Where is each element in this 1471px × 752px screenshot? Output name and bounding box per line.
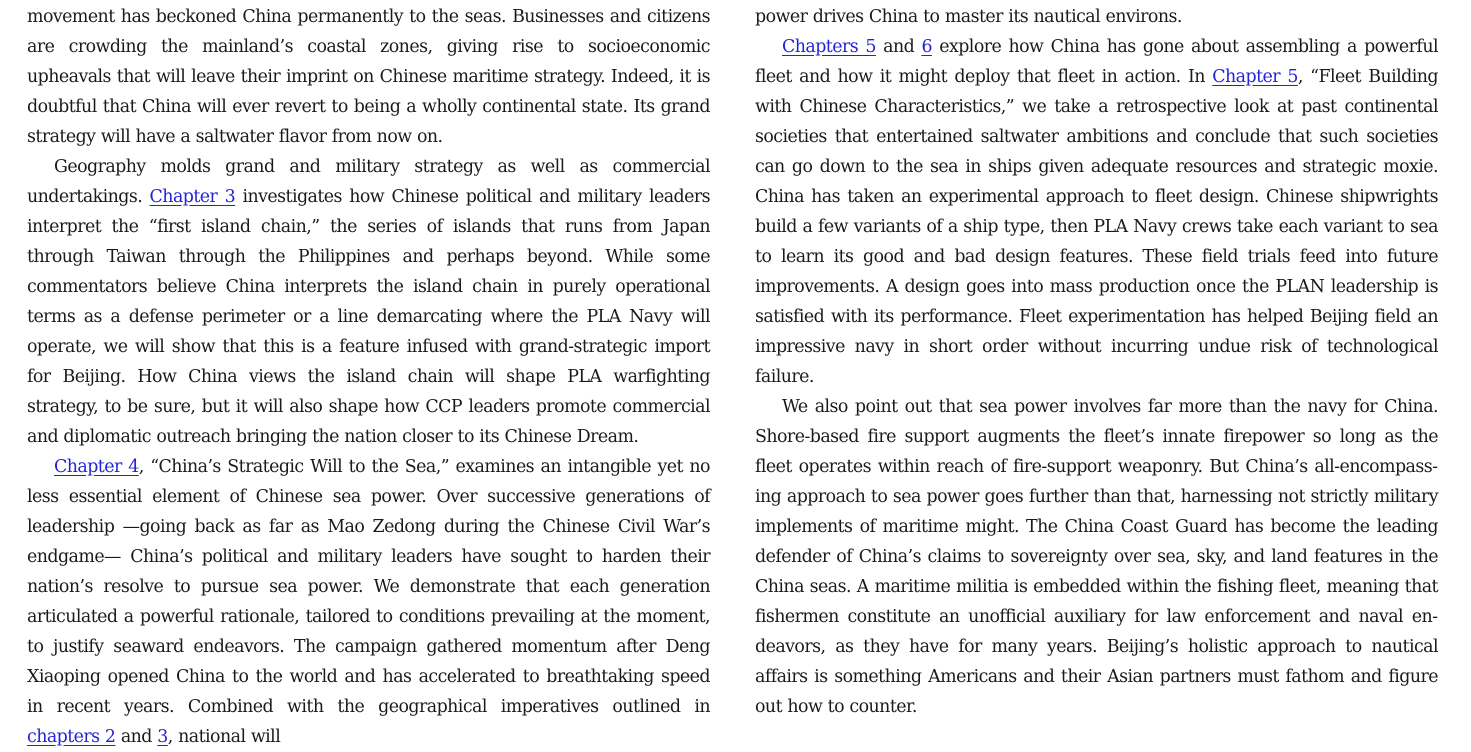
link-chapter-6[interactable]: 6 <box>921 37 932 57</box>
paragraph-fleet-building: Chapters 5 and 6 explore how China has gone about assembling a powerful fleet and how it might deploy that fleet in action. In Chapter 5, “Fleet Building with Chinese Characteristics,” we take a retrospective look at past continental societies that entertained saltwater ambitions and conclude that such societies can go down to the sea in ships given adequate resources and strategic moxie. China has taken an experimental approach to fleet design. Chinese shipwrights build a few variants of a ship type, then PLA Navy crews take each variant to sea to learn its good and bad design features. These field trials feed into future improvements. A design goes into mass production once the PLAN leadership is satisfied with its performance. Fleet experimentation has helped Beijing field an impressive navy in short order without incurring undue risk of technological failure. <box>755 37 1438 387</box>
right-column <box>755 2 1438 752</box>
paragraph-strategic-will: Chapter 4, “China’s Strategic Will to the Sea,” examines an intangible yet no less essential element of Chinese sea power. Over successive generations of leadership —going back as far as Mao Zedong during the Chinese Civil War’s endgame— China’s political and military leaders have sought to harden their nation’s resolve to pursue sea power. We demonstrate that each generation articulated a powerful rationale, tailored to conditions prevailing at the moment, to justify seaward endeavors. The campaign gathered momentum after Deng Xiaoping opened China to the world and has accelerated to breathtaking speed in recent years. Combined with the geographical imperatives outlined in chapters 2 and 3, national will <box>27 457 710 747</box>
link-chapter-3[interactable]: Chapter 3 <box>149 187 236 207</box>
book-page <box>27 2 1438 752</box>
paragraph-nautical-environs: power drives China to master its nautical environs. <box>755 7 1182 27</box>
paragraph-geography: Geography molds grand and military strategy as well as commercial undertakings. Chapter 3 investigates how Chinese political and military leaders interpret the “first island chain,” the series of islands that runs from Japan through Taiwan through the Philippines and perhaps beyond. While some commentators believe China interprets the island chain in purely operational terms as a defense perimeter or a line demarcating where the PLA Navy will operate, we will show that this is a feature infused with grand-strategic import for Beijing. How China views the island chain will shape PLA warfighting strategy, to be sure, but it will also shape how CCP leaders promote commercial and diplomatic outreach bringing the nation closer to its Chinese Dream. <box>27 157 710 447</box>
paragraph-sea-power-beyond-navy: We also point out that sea power involves far more than the navy for China. Shore-based fire support augments the fleet’s innate firepower so long as the fleet operates within reach of fire-support weaponry. But China’s all-encompassing approach to sea power goes further than that, harnessing not strictly military implements of maritime might. The China Coast Guard has become the leading defender of China’s claims to sovereignty over sea, sky, and land features in the China seas. A maritime militia is embedded within the fishing fleet, meaning that fishermen constitute an unofficial auxiliary for law enforcement and naval endeavors, as they have for many years. Beijing’s holistic approach to nautical affairs is something Americans and their Asian partners must fathom and figure out how to counter. <box>755 397 1438 717</box>
link-chapter-4[interactable]: Chapter 4 <box>54 457 139 477</box>
link-chapter-5[interactable]: Chapter 5 <box>1212 67 1298 87</box>
left-column <box>27 2 710 752</box>
paragraph-continental-state: movement has beckoned China permanently to the seas. Businesses and citizens are crowding the mainland’s coastal zones, giving rise to socioeconomic upheavals that will leave their imprint on Chinese maritime strategy. Indeed, it is doubtful that China will ever revert to being a wholly continental state. Its grand strategy will have a saltwater flavor from now on. <box>27 7 710 147</box>
link-chapters-2[interactable]: chapters 2 <box>27 727 116 747</box>
link-chapters-5[interactable]: Chapters 5 <box>782 37 876 57</box>
link-chapter-3-short[interactable]: 3 <box>157 727 168 747</box>
